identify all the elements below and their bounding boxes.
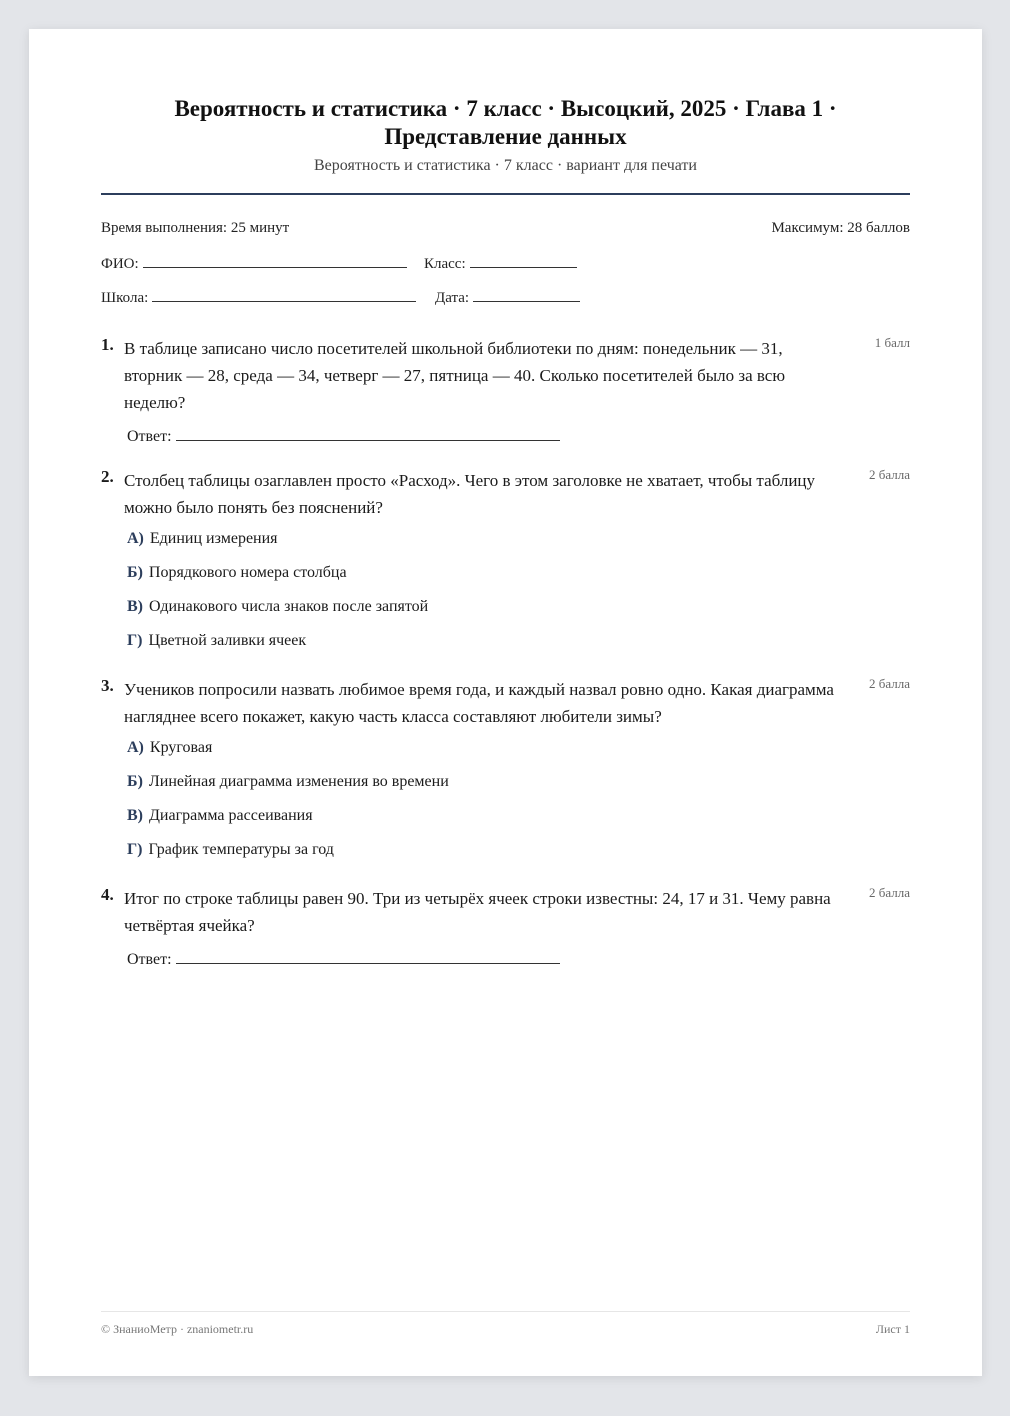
- option-text: График температуры за год: [148, 841, 334, 858]
- fio-field[interactable]: [101, 253, 407, 273]
- question-text: В таблице записано число посетителей школьной библиотеки по дням: понедельник — 31, вторник — 28, среда — 34, четверг — 27, пятница — 40. Сколько посетителей было за всю неделю?: [124, 339, 786, 412]
- option-letter: В): [127, 807, 143, 824]
- option-text: Цветной заливки ячеек: [148, 632, 307, 649]
- class-field[interactable]: [424, 253, 577, 273]
- option-letter: В): [127, 598, 143, 615]
- option-g[interactable]: [127, 631, 910, 665]
- option-list: [127, 738, 910, 874]
- option-letter: А): [127, 739, 144, 756]
- question-text: Итог по строке таблицы равен 90. Три из четырёх ячеек строки известны: 24, 17 и 31. Чему равна четвёртая ячейка?: [124, 889, 831, 935]
- option-letter: Г): [127, 841, 143, 858]
- date-line[interactable]: [473, 287, 580, 302]
- question-points: 2 балла: [869, 885, 910, 900]
- question-number: 3.: [101, 676, 114, 695]
- page-title: Вероятность и статистика · 7 класс · Высоцкий, 2025 · Глава 1 · Представление данных: [174, 96, 837, 149]
- answer-label: Ответ:: [127, 428, 172, 445]
- fio-label: ФИО:: [101, 256, 139, 272]
- question-1: [101, 335, 910, 446]
- class-line[interactable]: [470, 253, 577, 268]
- option-text: Круговая: [149, 739, 213, 756]
- option-b[interactable]: [127, 772, 910, 806]
- question-number: 2.: [101, 467, 114, 486]
- option-a[interactable]: [127, 738, 910, 772]
- question-text: Учеников попросили назвать любимое время года, и каждый назвал ровно одно. Какая диаграмма нагляднее всего покажет, какую часть класса составляют любители зимы?: [124, 680, 834, 726]
- question-points: 2 балла: [869, 467, 910, 482]
- option-v[interactable]: [127, 806, 910, 840]
- option-a[interactable]: [127, 529, 910, 563]
- answer-line[interactable]: [176, 949, 560, 964]
- option-letter: Б): [127, 773, 143, 790]
- answer-line[interactable]: [176, 426, 560, 441]
- option-list: [127, 529, 910, 665]
- question-4: [101, 885, 910, 969]
- class-label: Класс:: [424, 256, 466, 272]
- header-divider: [101, 193, 910, 195]
- school-line[interactable]: [152, 287, 416, 302]
- question-text: Столбец таблицы озаглавлен просто «Расход». Чего в этом заголовке не хватает, чтобы таблицу можно было понять без пояснений?: [124, 471, 816, 517]
- option-text: Диаграмма рассеивания: [149, 807, 313, 824]
- answer-field[interactable]: [127, 949, 910, 969]
- option-text: Порядкового номера столбца: [148, 564, 347, 581]
- school-label: Школа:: [101, 290, 149, 306]
- option-text: Единиц измерения: [149, 530, 278, 547]
- question-2: [101, 467, 910, 665]
- footer-copyright: © ЗнаниоМетр · znaniometr.ru: [101, 1322, 254, 1336]
- fio-line[interactable]: [143, 253, 407, 268]
- question-3: [101, 676, 910, 874]
- page-subtitle: Вероятность и статистика · 7 класс · вариант для печати: [314, 157, 697, 174]
- max-points: Максимум: 28 баллов: [771, 220, 910, 236]
- footer-page-number: Лист 1: [875, 1322, 910, 1336]
- question-points: 2 балла: [869, 676, 910, 691]
- question-number: 1.: [101, 335, 114, 354]
- option-b[interactable]: [127, 563, 910, 597]
- footer-divider: [101, 1311, 910, 1312]
- option-letter: Б): [127, 564, 143, 581]
- time-limit: Время выполнения: 25 минут: [101, 220, 290, 236]
- answer-label: Ответ:: [127, 951, 172, 968]
- option-text: Линейная диаграмма изменения во времени: [148, 773, 449, 790]
- option-v[interactable]: [127, 597, 910, 631]
- answer-field[interactable]: [127, 426, 910, 446]
- meta-row: [101, 220, 910, 237]
- question-points: 1 балл: [874, 335, 910, 350]
- option-text: Одинакового числа знаков после запятой: [149, 598, 429, 615]
- date-label: Дата:: [435, 290, 470, 306]
- school-field[interactable]: [101, 287, 416, 307]
- option-g[interactable]: [127, 840, 910, 874]
- option-letter: А): [127, 530, 144, 547]
- option-letter: Г): [127, 632, 143, 649]
- question-number: 4.: [101, 885, 114, 904]
- date-field[interactable]: [435, 287, 580, 307]
